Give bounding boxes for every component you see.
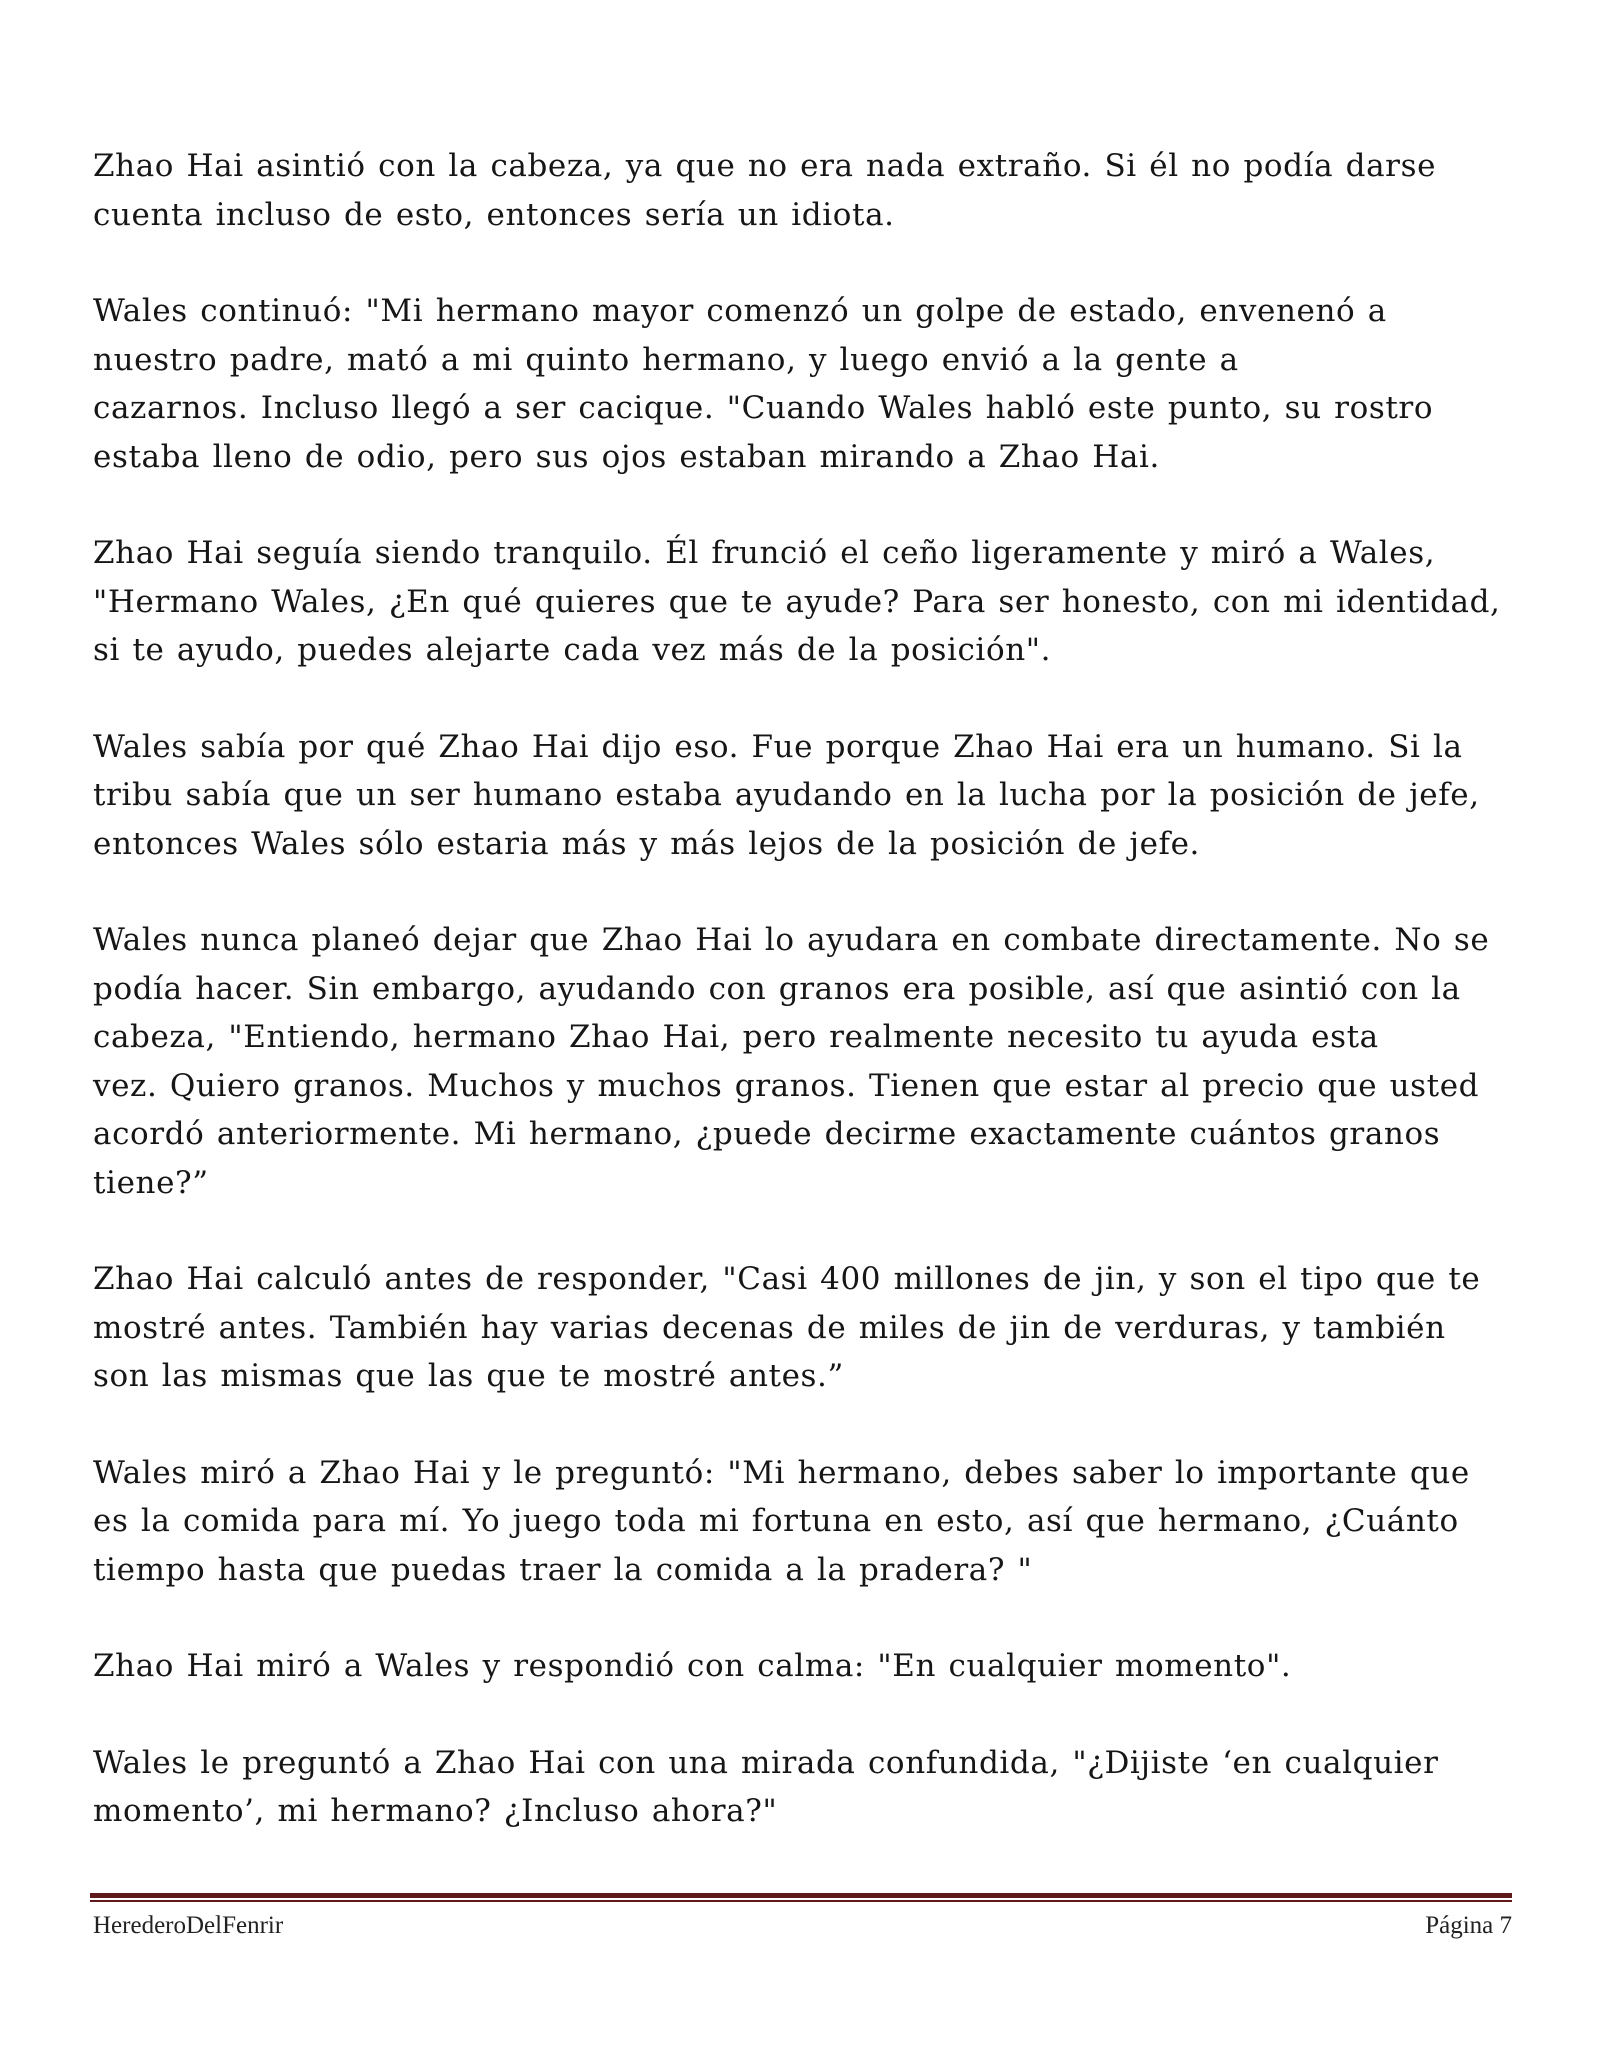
text-line: Wales nunca planeó dejar que Zhao Hai lo ayudara en combate directamente. No se [93,922,1490,958]
text-line: Zhao Hai calculó antes de responder, "Casi 400 millones de jin, y son el tipo que te [93,1261,1481,1297]
text-line: cazarnos. Incluso llegó a ser cacique. "Cuando Wales habló este punto, su rostro [93,390,1434,426]
text-line: Wales sabía por qué Zhao Hai dijo eso. Fue porque Zhao Hai era un humano. Si la [93,728,1463,765]
paragraph-2 [93,287,1525,481]
text-line: mostré antes. También hay varias decenas de miles de jin de verduras, y también [93,1309,1446,1346]
text-line: Wales miró a Zhao Hai y le preguntó: "Mi hermano, debes saber lo importante que [93,1454,1470,1491]
text-line: Zhao Hai seguía siendo tranquilo. Él frunció el ceño ligeramente y miró a Wales, [93,535,1436,571]
paragraph-9 [93,1739,1525,1836]
text-line: estaba lleno de odio, pero sus ojos estaban mirando a Zhao Hai. [93,438,1160,475]
text-line: Wales le preguntó a Zhao Hai con una mirada confundida, "¿Dijiste ‘en cualquier [93,1744,1439,1781]
footer-author: HerederoDelFenrir [93,1912,284,1939]
body-text [93,142,1525,1884]
footer-divider-thin [90,1900,1512,1902]
text-line: podía hacer. Sin embargo, ayudando con granos era posible, así que asintió con la [93,970,1461,1007]
paragraph-7 [93,1449,1525,1595]
text-line: tiene?” [93,1164,209,1201]
footer-page-number: Página 7 [1425,1912,1512,1939]
paragraph-8 [93,1642,1525,1691]
text-line: cabeza, "Entiendo, hermano Zhao Hai, pero realmente necesito tu ayuda esta [93,1019,1379,1055]
text-line: acordó anteriormente. Mi hermano, ¿puede decirme exactamente cuántos granos [93,1116,1441,1152]
text-line: tribu sabía que un ser humano estaba ayudando en la lucha por la posición de jefe, [93,777,1480,813]
text-line: es la comida para mí. Yo juego toda mi fortuna en esto, así que hermano, ¿Cuánto [93,1503,1459,1539]
text-line: entonces Wales sólo estaria más y más lejos de la posición de jefe. [93,825,1201,862]
text-line: si te ayudo, puedes alejarte cada vez más de la posición". [93,632,1052,668]
text-line: Wales continuó: "Mi hermano mayor comenzó un golpe de estado, envenenó a [93,293,1387,329]
paragraph-1 [93,142,1525,239]
paragraph-5 [93,916,1525,1207]
text-line: Zhao Hai miró a Wales y respondió con calma: "En cualquier momento". [93,1648,1292,1684]
paragraph-3 [93,529,1525,675]
text-line: vez. Quiero granos. Muchos y muchos granos. Tienen que estar al precio que usted [93,1067,1480,1104]
text-line: nuestro padre, mató a mi quinto hermano, y luego envió a la gente a [93,341,1239,378]
text-line: Zhao Hai asintió con la cabeza, ya que no era nada extraño. Si él no podía darse [93,148,1437,184]
footer-divider-thick [90,1893,1512,1898]
text-line: son las mismas que las que te mostré antes.” [93,1358,844,1394]
paragraph-4 [93,723,1525,869]
text-line: cuenta incluso de esto, entonces sería un idiota. [93,196,895,233]
text-line: momento’, mi hermano? ¿Incluso ahora?" [93,1793,778,1829]
text-line: tiempo hasta que puedas traer la comida a la pradera? " [93,1551,1033,1588]
footer-divider [90,1893,1512,1903]
paragraph-6 [93,1255,1525,1401]
text-line: "Hermano Wales, ¿En qué quieres que te ayude? Para ser honesto, con mi identidad, [93,583,1501,620]
